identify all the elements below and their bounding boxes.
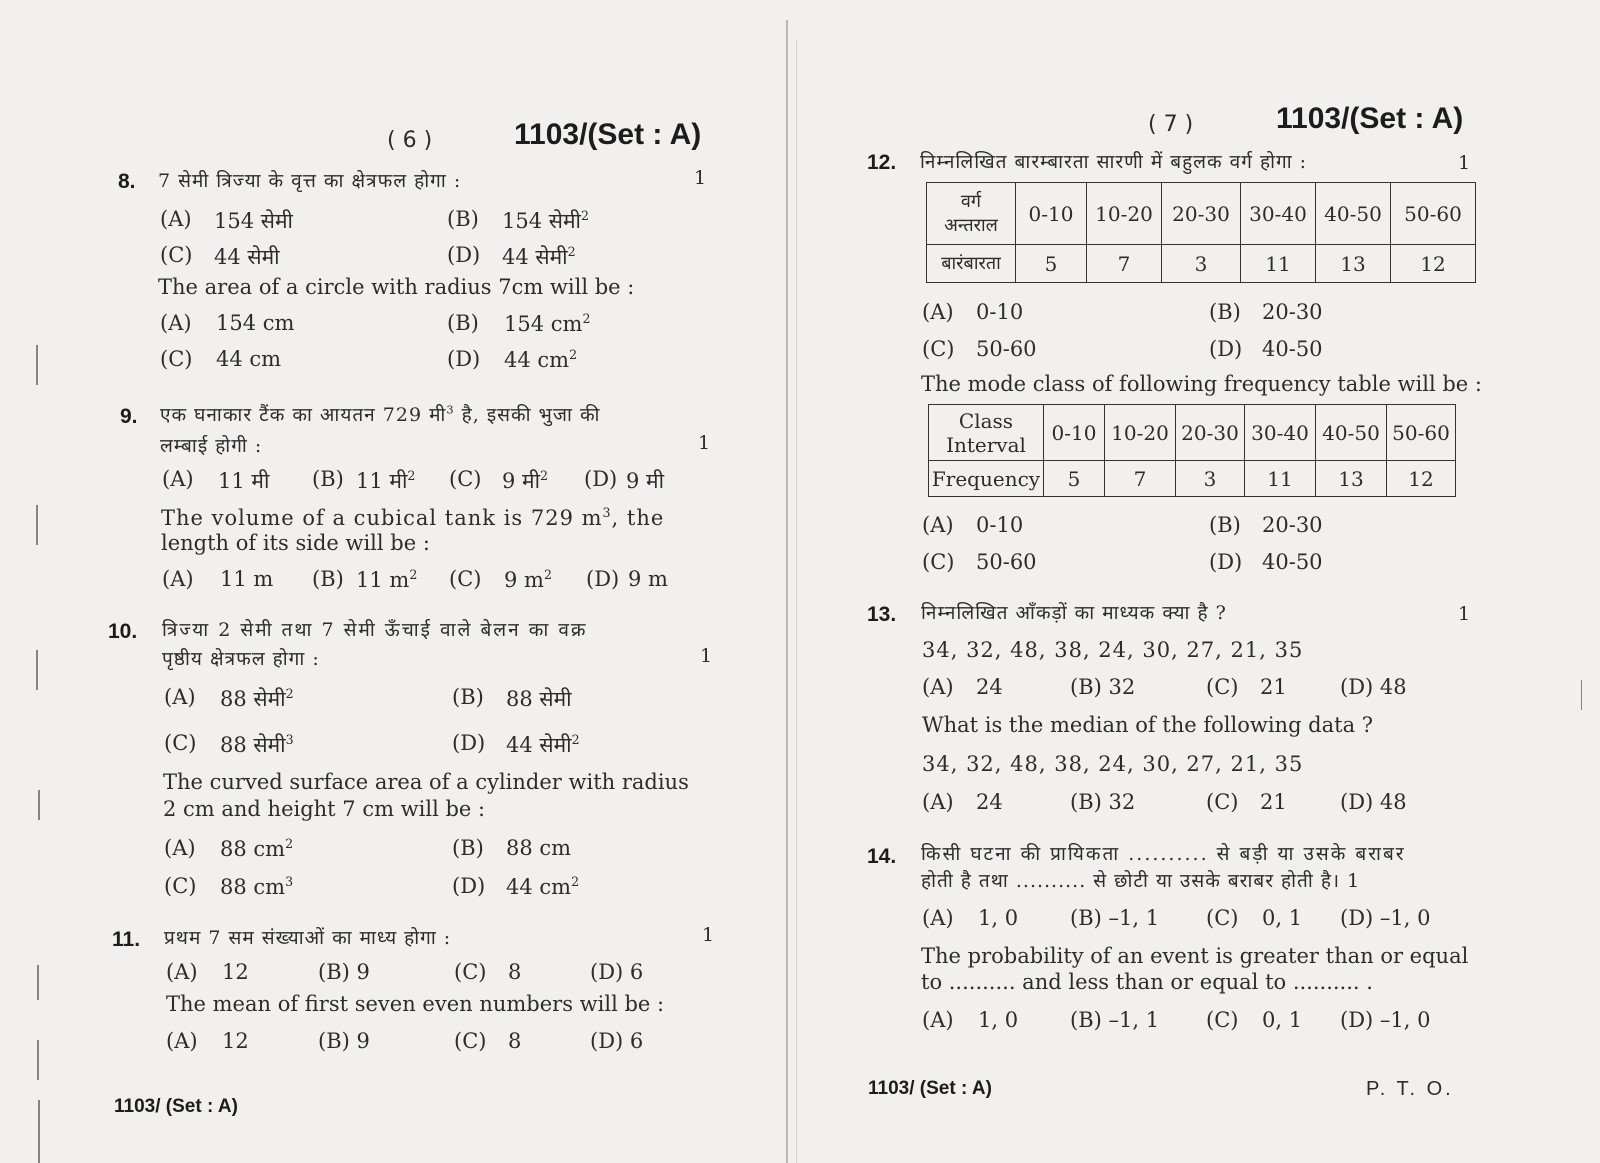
option-label: (A) (166, 960, 198, 984)
table-cell: 11 (1241, 245, 1316, 283)
table-cell: 0-10 (1044, 405, 1105, 461)
question-text-hindi: 7 सेमी त्रिज्या के वृत्त का क्षेत्रफल होगा : (158, 170, 462, 192)
question-text-hindi: प्रथम 7 सम संख्याओं का माध्य होगा : (164, 927, 452, 949)
option-value: 12 (222, 960, 249, 984)
table-row (927, 183, 1476, 245)
option-value: 9 मी$^2$ (502, 468, 549, 493)
option-value: 44 सेमी (214, 245, 280, 269)
option-value: (D) 6 (590, 1029, 644, 1053)
table-cell: 12 (1387, 461, 1456, 497)
table-header-cell: Class Interval (929, 405, 1044, 461)
option-value: 20-30 (1262, 300, 1323, 324)
page-footer: 1103/ (Set : A) (114, 1096, 238, 1117)
option-value: 88 सेमी$^3$ (220, 732, 294, 757)
right-page (800, 0, 1600, 1163)
option-value: 0-10 (976, 300, 1024, 324)
option-value: (D) 48 (1340, 790, 1407, 814)
option-label: (C) (454, 1029, 487, 1053)
question-text-hindi: निम्नलिखित बारम्बारता सारणी में बहुलक वर्ग होगा : (920, 151, 1308, 173)
set-code: 1103/(Set : A) (1276, 102, 1464, 135)
table-cell: 40-50 (1316, 405, 1387, 461)
option-value: 88 $cm^3$ (220, 874, 294, 899)
page-number: ( 7 ) (1148, 112, 1194, 137)
option-label: (A) (922, 790, 954, 814)
option-label: (D) (452, 731, 486, 755)
question-text-english: The volume of a cubical tank is 729 $m^3$, the (161, 505, 665, 530)
option-label: (A) (922, 675, 954, 699)
option-label: (D) (447, 243, 481, 267)
option-label: (D) (584, 467, 618, 491)
option-label: (A) (160, 207, 192, 231)
option-value: (D) –1, 0 (1340, 1008, 1431, 1032)
option-value: 21 (1260, 790, 1287, 814)
option-label: (B) (452, 685, 484, 709)
option-value: 0, 1 (1262, 1008, 1303, 1032)
option-label: (B) (447, 311, 479, 335)
page-gutter-shadow (796, 40, 797, 1163)
question-text-english: The mode class of following frequency table will be : (921, 372, 1482, 396)
question-number: 11. (112, 928, 141, 951)
data-values: 34, 32, 48, 38, 24, 30, 27, 21, 35 (922, 638, 1304, 662)
question-number: 10. (108, 620, 138, 643)
option-value: (B) 9 (318, 1029, 370, 1053)
table-cell: 5 (1016, 245, 1087, 283)
option-value: 11 m (220, 567, 274, 591)
question-text-english: length of its side will be : (161, 531, 430, 555)
table-row (929, 461, 1456, 497)
option-label: (C) (1206, 906, 1239, 930)
table-header-cell: बारंबारता (927, 245, 1016, 283)
table-cell: 20-30 (1162, 183, 1241, 245)
question-number: 8. (118, 170, 136, 193)
table-header-cell: वर्ग अन्तराल (927, 183, 1016, 245)
option-label: (C) (922, 337, 955, 361)
option-label: (A) (160, 311, 192, 335)
option-value: 9 मी (626, 469, 665, 493)
option-label: (B) (1209, 513, 1241, 537)
option-label: (C) (160, 243, 193, 267)
option-label: (B) (447, 207, 479, 231)
option-label: (D) (1209, 337, 1243, 361)
option-value: 154 $cm^2$ (504, 311, 591, 336)
table-cell: 50-60 (1387, 405, 1456, 461)
option-value: 44 cm (216, 347, 282, 371)
question-number: 9. (120, 405, 138, 428)
table-cell: 30-40 (1245, 405, 1316, 461)
question-text-english: The probability of an event is greater than or equal (921, 944, 1469, 968)
option-label: (D) (586, 567, 620, 591)
option-label: (C) (1206, 790, 1239, 814)
table-cell: 10-20 (1087, 183, 1162, 245)
option-value: (B) 9 (318, 960, 370, 984)
option-value: 21 (1260, 675, 1287, 699)
question-number: 13. (867, 603, 897, 626)
option-value: 154 सेमी (214, 209, 293, 233)
table-cell: 7 (1087, 245, 1162, 283)
option-label: (B) (312, 467, 344, 491)
table-cell: 3 (1176, 461, 1245, 497)
option-value: 20-30 (1262, 513, 1323, 537)
option-label: (C) (164, 731, 197, 755)
page-footer: 1103/ (Set : A) (868, 1078, 992, 1099)
question-text-hindi: पृष्ठीय क्षेत्रफल होगा : (162, 648, 320, 670)
option-label: (C) (454, 960, 487, 984)
option-value: 1, 0 (978, 1008, 1019, 1032)
option-label: (B) (452, 836, 484, 860)
option-value: (D) 48 (1340, 675, 1407, 699)
question-text-english: The mean of first seven even numbers will be : (166, 992, 665, 1016)
option-label: (C) (449, 567, 482, 591)
option-value: 9 m (628, 567, 668, 591)
option-value: 11 मी (218, 469, 270, 493)
question-marks: 1 (702, 924, 715, 946)
option-value: 11 मी$^2$ (356, 468, 416, 493)
option-label: (A) (922, 1008, 954, 1032)
option-value: 50-60 (976, 550, 1037, 574)
option-value: (D) 6 (590, 960, 644, 984)
option-value: 0, 1 (1262, 906, 1303, 930)
option-value: 1, 0 (978, 906, 1019, 930)
table-cell: 3 (1162, 245, 1241, 283)
table-cell: 12 (1391, 245, 1476, 283)
option-value: 8 (508, 960, 522, 984)
table-row (927, 245, 1476, 283)
option-label: (A) (164, 685, 196, 709)
option-label: (A) (162, 467, 194, 491)
option-label: (A) (166, 1029, 198, 1053)
option-label: (C) (164, 874, 197, 898)
table-cell: 10-20 (1105, 405, 1176, 461)
question-marks: 1 (694, 167, 707, 189)
option-value: 88 $cm^2$ (220, 836, 294, 861)
table-cell: 13 (1316, 461, 1387, 497)
table-cell: 7 (1105, 461, 1176, 497)
option-value: 154 cm (216, 311, 295, 335)
option-value: 44 सेमी$^2$ (506, 732, 580, 757)
table-cell: 30-40 (1241, 183, 1316, 245)
option-value: 44 $cm^2$ (504, 347, 578, 372)
option-value: (B) –1, 1 (1070, 1008, 1160, 1032)
question-text-english: The curved surface area of a cylinder with radius (163, 770, 689, 794)
table-cell: 13 (1316, 245, 1391, 283)
option-label: (D) (447, 347, 481, 371)
question-text-hindi: निम्नलिखित आँकड़ों का माध्यक क्या है ? (921, 602, 1227, 624)
frequency-table-english (928, 404, 1456, 497)
question-text-hindi: होती है तथा .......... से छोटी या उसके बराबर होती है। 1 (921, 870, 1361, 892)
option-label: (A) (922, 513, 954, 537)
table-cell: 5 (1044, 461, 1105, 497)
question-marks: 1 (1458, 603, 1471, 625)
option-value: (D) –1, 0 (1340, 906, 1431, 930)
option-value: 9 $m^2$ (504, 567, 552, 592)
option-label: (D) (452, 874, 486, 898)
left-page (0, 0, 786, 1163)
option-value: 40-50 (1262, 550, 1323, 574)
option-label: (C) (449, 467, 482, 491)
option-value: (B) –1, 1 (1070, 906, 1160, 930)
frequency-table-hindi (926, 182, 1476, 283)
option-value: 40-50 (1262, 337, 1323, 361)
question-number: 12. (867, 151, 897, 174)
question-text-english: to .......... and less than or equal to .......... . (921, 970, 1373, 994)
question-number: 14. (867, 845, 897, 868)
option-value: 88 सेमी (506, 687, 572, 711)
page-number: ( 6 ) (387, 128, 433, 153)
option-value: 24 (976, 675, 1003, 699)
option-value: 44 $cm^2$ (506, 874, 580, 899)
option-label: (D) (1209, 550, 1243, 574)
option-label: (C) (160, 347, 193, 371)
option-value: 50-60 (976, 337, 1037, 361)
table-cell: 40-50 (1316, 183, 1391, 245)
option-label: (C) (922, 550, 955, 574)
table-row (929, 405, 1456, 461)
question-text-hindi: त्रिज्या 2 सेमी तथा 7 सेमी ऊँचाई वाले बेलन का वक्र (162, 619, 588, 641)
table-cell: 11 (1245, 461, 1316, 497)
option-label: (C) (1206, 675, 1239, 699)
question-marks: 1 (1458, 152, 1471, 174)
option-value: 12 (222, 1029, 249, 1053)
option-label: (A) (922, 906, 954, 930)
table-header-cell: Frequency (929, 461, 1044, 497)
table-cell: 0-10 (1016, 183, 1087, 245)
option-value: 11 $m^2$ (356, 567, 418, 592)
question-text-english: What is the median of the following data ? (922, 713, 1374, 737)
option-label: (A) (922, 300, 954, 324)
data-values: 34, 32, 48, 38, 24, 30, 27, 21, 35 (922, 752, 1304, 776)
option-label: (C) (1206, 1008, 1239, 1032)
option-label: (B) (312, 567, 344, 591)
question-text-english: The area of a circle with radius 7cm will be : (158, 275, 635, 299)
pto-label: P. T. O. (1366, 1078, 1454, 1100)
option-value: 154 सेमी$^2$ (502, 208, 589, 233)
question-marks: 1 (698, 432, 711, 454)
question-text-hindi: किसी घटना की प्रायिकता .......... से बड़ी या उसके बराबर (921, 843, 1406, 865)
question-text-hindi: एक घनाकार टैंक का आयतन 729 मी$^3$ है, इसकी भुजा की (160, 402, 601, 426)
option-value: 8 (508, 1029, 522, 1053)
option-value: (B) 32 (1070, 790, 1136, 814)
set-code: 1103/(Set : A) (514, 118, 702, 151)
option-value: 0-10 (976, 513, 1024, 537)
question-text-hindi: लम्बाई होगी : (160, 435, 263, 457)
option-value: (B) 32 (1070, 675, 1136, 699)
page-gutter (786, 20, 788, 1163)
question-text-english: 2 cm and height 7 cm will be : (163, 797, 486, 821)
option-value: 88 सेमी$^2$ (220, 686, 294, 711)
option-value: 24 (976, 790, 1003, 814)
question-marks: 1 (700, 645, 713, 667)
table-cell: 50-60 (1391, 183, 1476, 245)
option-value: 88 cm (506, 836, 572, 860)
option-value: 44 सेमी$^2$ (502, 244, 576, 269)
option-label: (B) (1209, 300, 1241, 324)
option-label: (A) (162, 567, 194, 591)
table-cell: 20-30 (1176, 405, 1245, 461)
option-label: (A) (164, 836, 196, 860)
